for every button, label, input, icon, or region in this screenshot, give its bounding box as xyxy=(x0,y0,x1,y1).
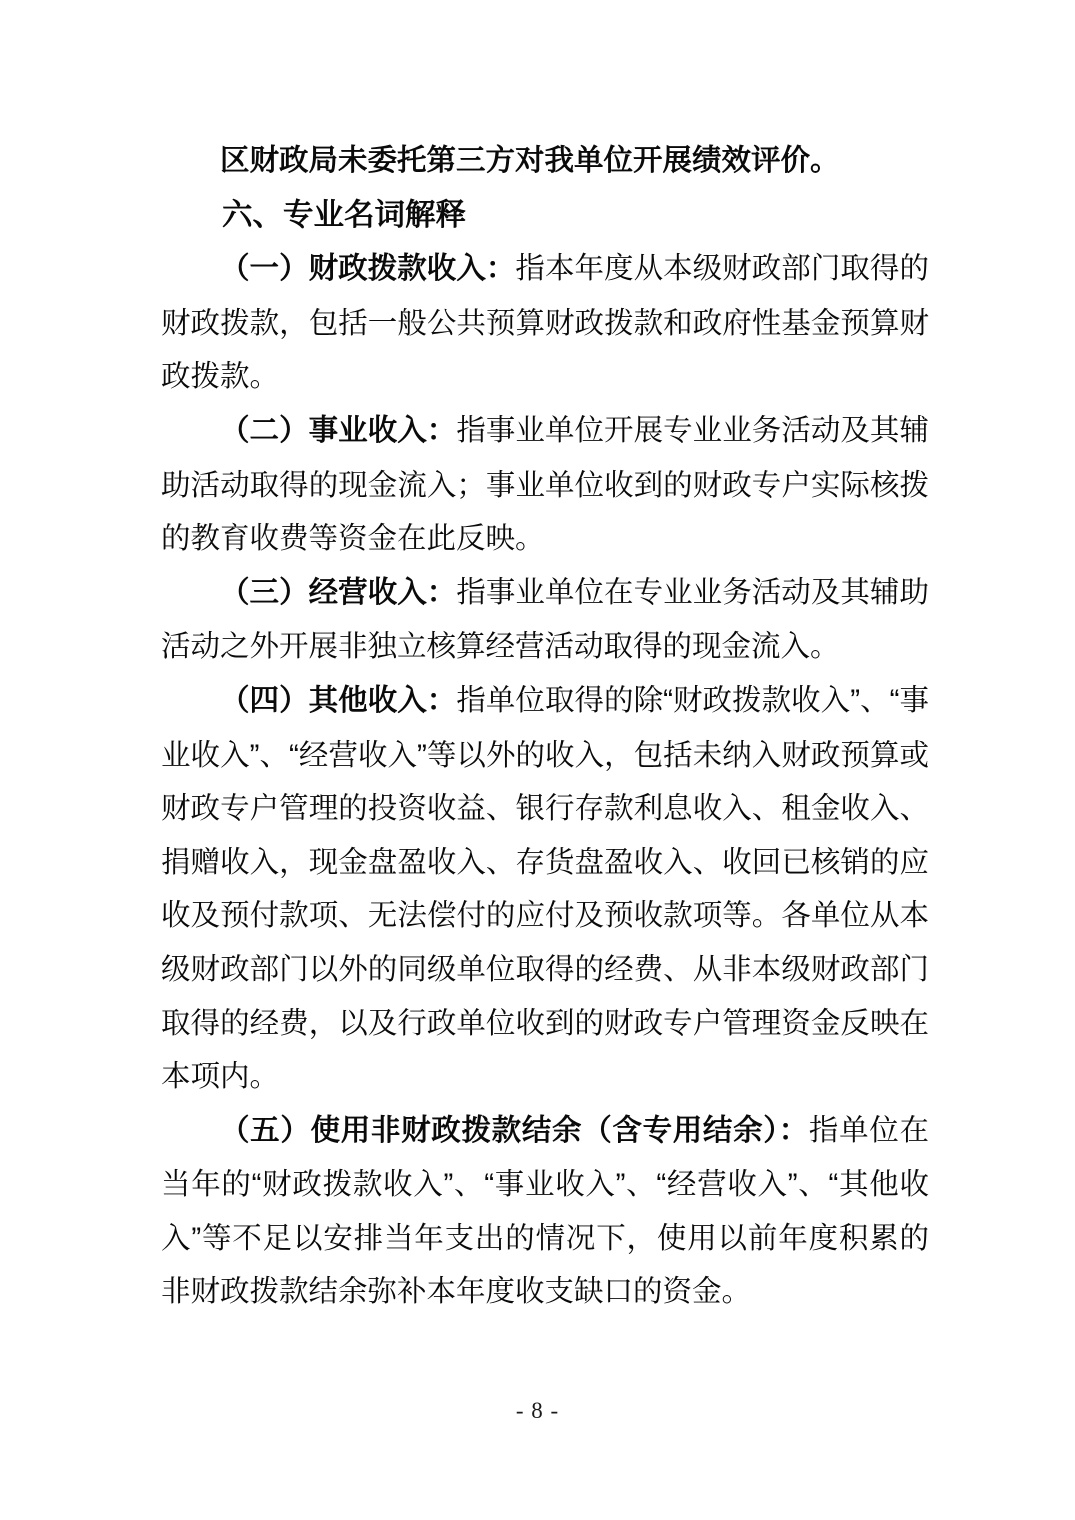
definition-term: （二）事业收入： xyxy=(220,414,457,447)
definition-term: （四）其他收入： xyxy=(220,684,457,717)
definition-paragraph-5 xyxy=(161,1104,929,1319)
definition-text: 指本年度从本级财政部门取得的财政拨款，包括一般公共预算财政拨款和政府性基金预算财政拨款。 xyxy=(161,252,929,394)
document-body xyxy=(161,135,929,1319)
definition-text: 指单位取得的除“财政拨款收入”、“事业收入”、“经营收入”等以外的收入，包括未纳入财政预算或财政专户管理的投资收益、银行存款利息收入、租金收入、捐赠收入，现金盘盈收入、存货盘盈收入、收回已核销的应收及预付款项、无法偿付的应付及预收款项等。各单位从本级财政部门以外的同级单位取得的经费、从非本级财政部门取得的经费，以及行政单位收到的财政专户管理资金反映在本项内。 xyxy=(161,683,929,1094)
definition-paragraph-2 xyxy=(161,404,929,566)
definition-text: 指事业单位开展专业业务活动及其辅助活动取得的现金流入；事业单位收到的财政专户实际核拨的教育收费等资金在此反映。 xyxy=(161,413,929,556)
definition-term: （五）使用非财政拨款结余（含专用结余）： xyxy=(220,1114,809,1147)
definition-paragraph-1 xyxy=(161,242,929,404)
definition-term: （三）经营收入： xyxy=(220,576,457,609)
definition-paragraph-3 xyxy=(161,566,929,674)
definition-paragraph-4 xyxy=(161,674,929,1104)
definition-text: 指事业单位在专业业务活动及其辅助活动之外开展非独立核算经营活动取得的现金流入。 xyxy=(161,575,929,664)
definition-text: 指单位在当年的“财政拨款收入”、“事业收入”、“经营收入”、“其他收入”等不足以安排当年支出的情况下，使用以前年度积累的非财政拨款结余弥补本年度收支缺口的资金。 xyxy=(161,1113,929,1309)
definition-term: （一）财政拨款收入： xyxy=(220,253,516,286)
section-heading: 六、专业名词解释 xyxy=(222,197,466,232)
intro-paragraph: 区财政局未委托第三方对我单位开展绩效评价。 xyxy=(220,145,840,177)
page-number: - 8 - xyxy=(515,1398,560,1423)
